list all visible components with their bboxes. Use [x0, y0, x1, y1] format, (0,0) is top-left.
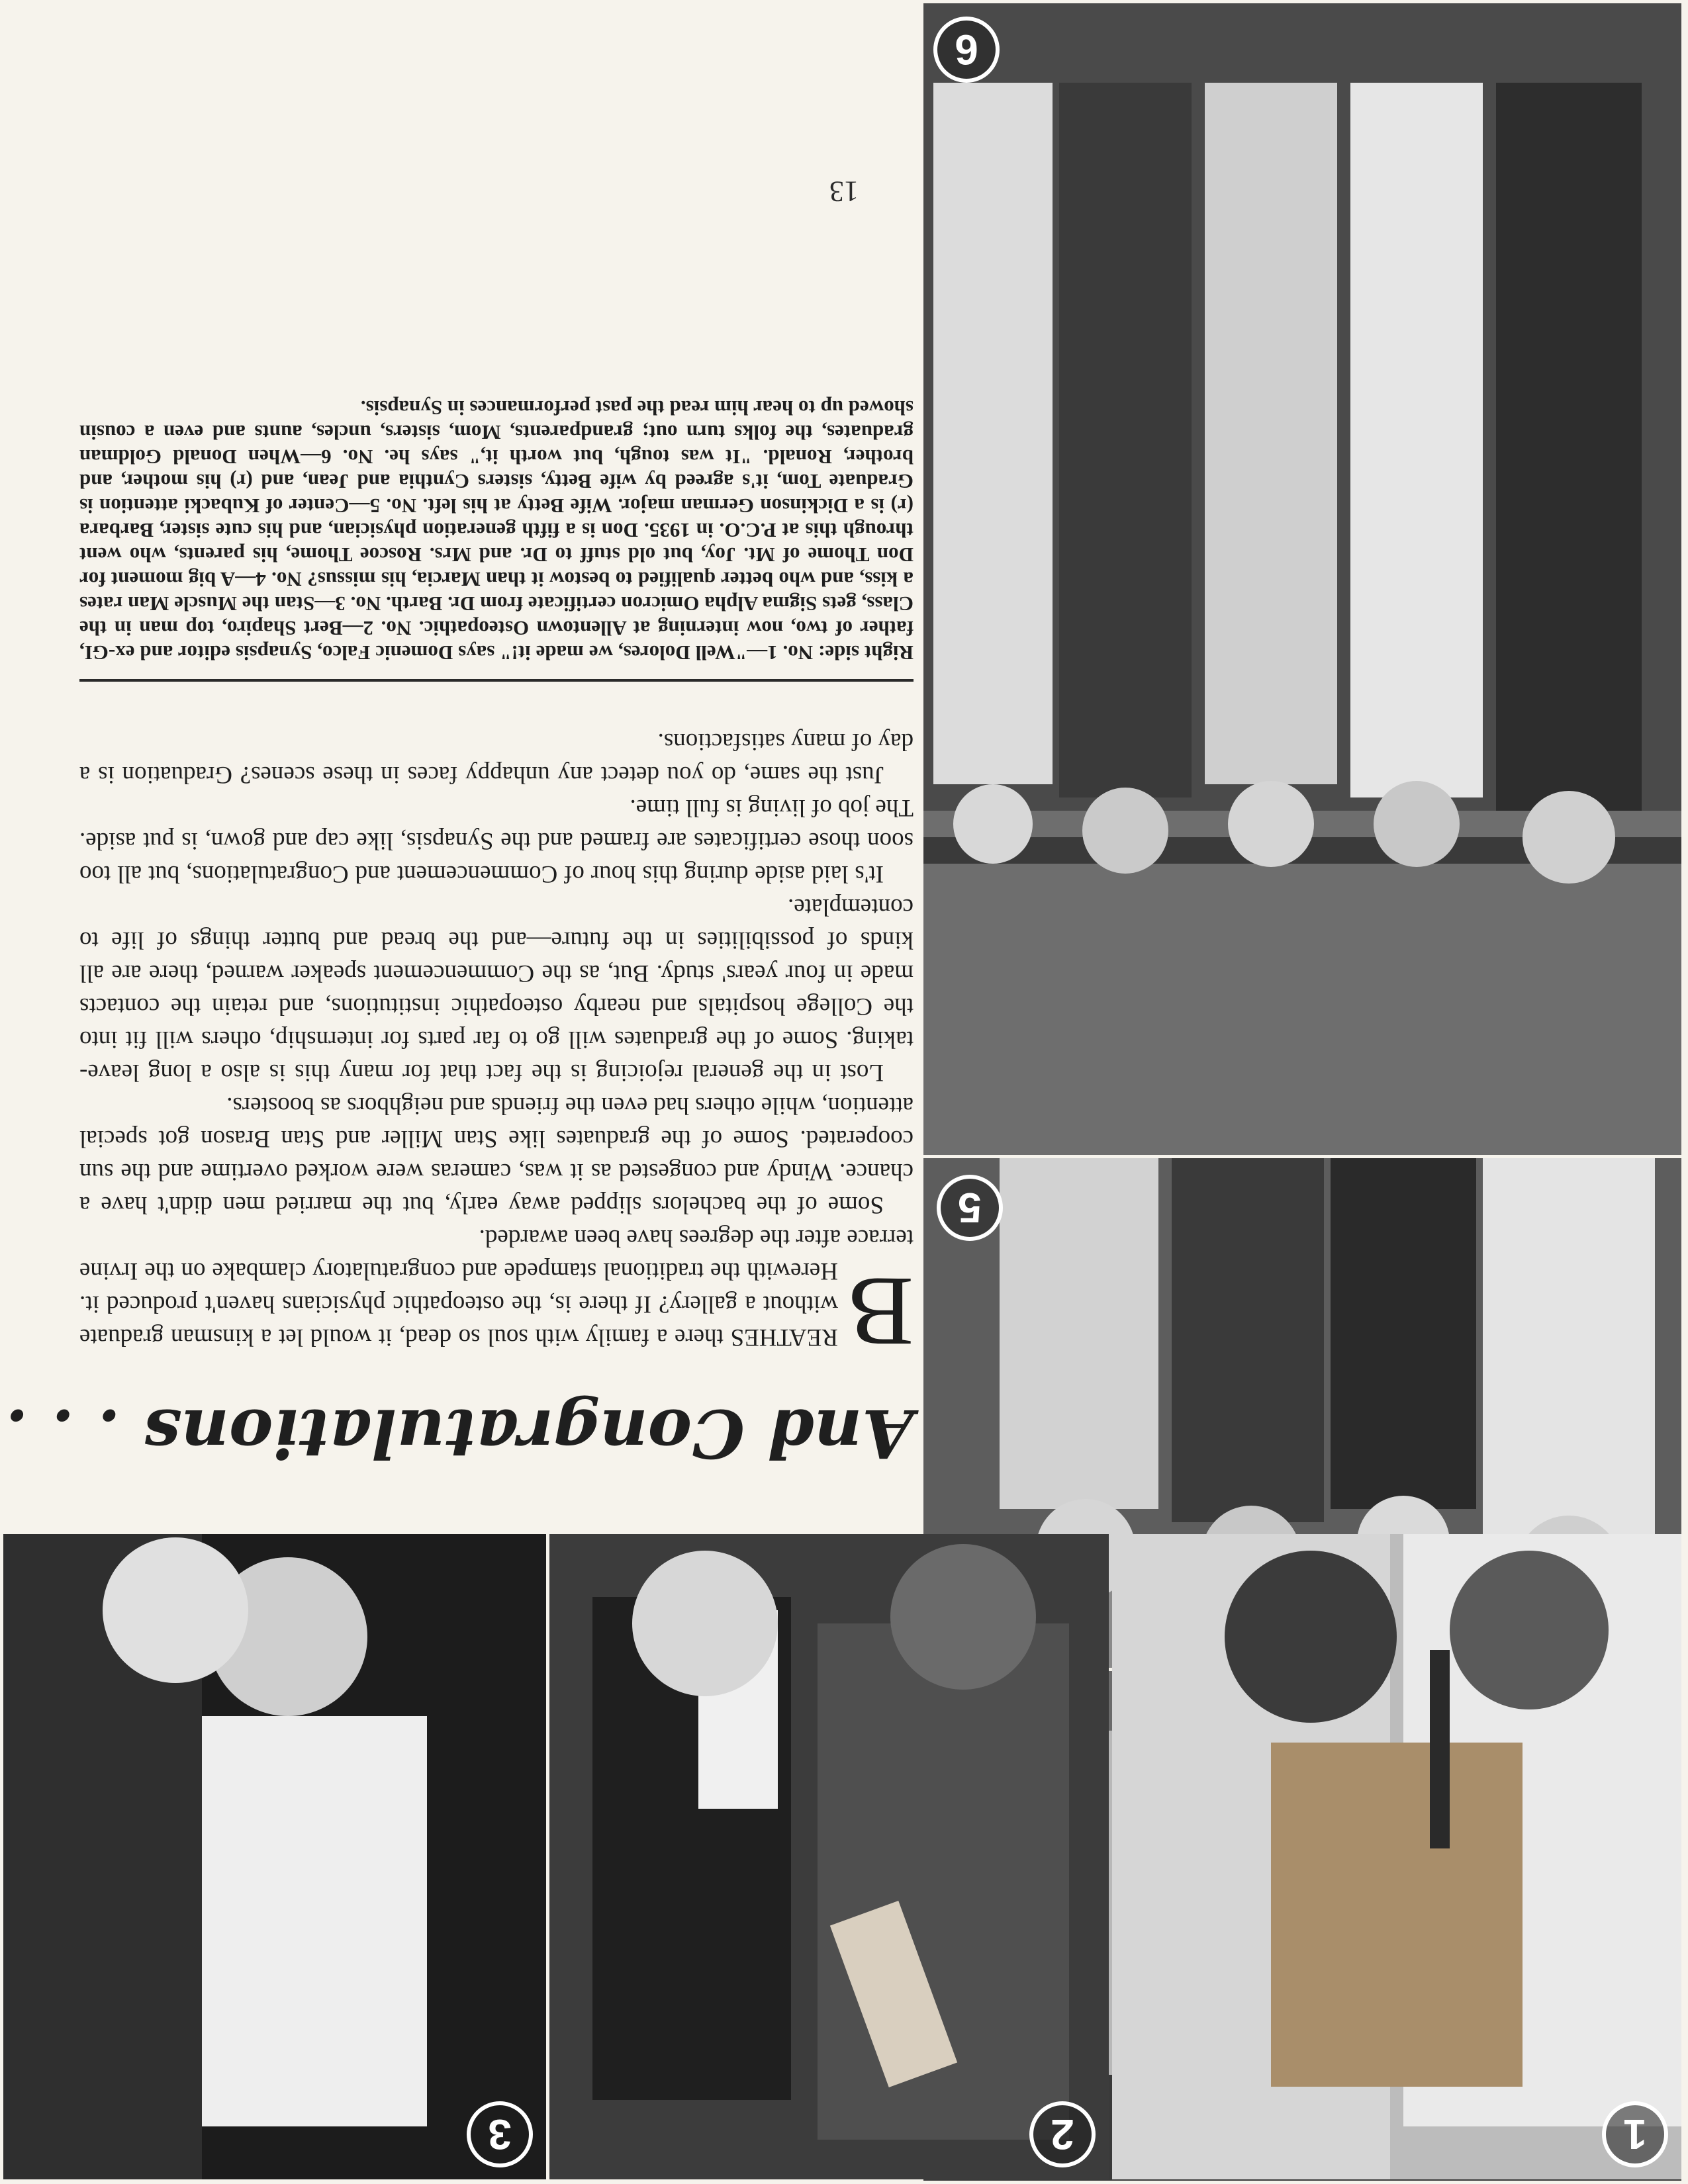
article-body — [79, 725, 914, 1367]
paragraph-1: REATHES there a family with soul so dead, it would let a kinsman graduate without a gallery? If there is, the osteopathic physicians haven't produced it. Herewith the traditional stampede and congratulatory clambake on the Irvine terrace after the degrees have been awarded. — [79, 1224, 914, 1351]
page-number: 13 — [829, 175, 859, 208]
photo-1-screen — [1112, 1534, 1681, 2179]
paragraph-4: It's laid aside during this hour of Commencement and Congratulations, but all too soon those certificates are framed and the Synapsis, like cap and gown, is put aside. The job of living is full time. — [79, 794, 914, 887]
caption-divider — [79, 679, 914, 682]
photo-1-image — [1112, 1534, 1681, 2179]
photo-caption: Right side: No. 1—"Well Dolores, we made it!" says Domenic Falco, Synapsis editor and ex-GI, father of two, now interning at Allentown Osteopathic. No. 2—Bert Shapiro, top man in the Class, gets Sigma Alpha Omicron certificate from Dr. Barth. No. 3—Stan the Muscle Man rates a kiss, and who better qualified to bestow it than Marcia, his missus? No. 4—A big moment for Don Thome of Mt. Joy, but old stuff to Dr. and Mrs. Roscoe Thome, his parents, who went through this at P.C.O. in 1935. Don is a fifth generation physician, and his cute sister, Barbara (r) is a Dickinson German major. Wife Betty at his left. No. 5—Center of Kubacki attention is Graduate Tom, it's agreed by wife Betty, sisters Cynthia and Jean, and (r) his mother, and brother, Ronald. "It was tough, but worth it," says he. No. 6—When Donald Goldman graduates, the folks turn out; grandparents, Mom, sisters, uncles, aunts and even a cousin showed up to hear him read the past performances in Synapsis. — [79, 396, 914, 664]
paragraph-3: Lost in the general rejoicing is the fact that for many this is also a long leave-taking. Some of the graduates will go to far parts for internship, others will fit into the College hospitals and nearby osteopathic institutions, and retain the contacts made in four years' study. But, as the Commencement speaker warned, there are all kinds of possibilities in the future—and the bread and butter things of life to contemplate. — [79, 893, 914, 1086]
photo-2-screen — [549, 1534, 1109, 2179]
article-title: And Congratulations . . . — [5, 1394, 914, 1473]
photo-3-screen — [3, 1534, 546, 2179]
photo-6-number-badge: 6 — [933, 17, 1000, 83]
photo-2-number-badge: 2 — [1029, 2101, 1096, 2167]
photo-3-number-badge: 3 — [467, 2101, 533, 2167]
photo-6-image — [923, 3, 1681, 1155]
photo-2-image — [549, 1534, 1109, 2179]
photo-6 — [923, 3, 1681, 1155]
drop-cap: B — [847, 1257, 914, 1367]
photo-3-image — [3, 1534, 546, 2179]
photo-5-number-badge: 5 — [937, 1175, 1003, 1241]
photo-1-number-badge: 1 — [1602, 2101, 1668, 2167]
paragraph-2: Some of the bachelors slipped away early, but the married men didn't have a chance. Windy and congested as it was, cameras were worked overtime and the sun cooperated. Some of the graduates like Stan Miller and Stan Brason got special attention, while others had even the friends and neighbors as boosters. — [79, 1092, 914, 1218]
paragraph-5: Just the same, do you detect any unhappy faces in these scenes? Graduation is a day of many satisfactions. — [79, 728, 914, 788]
